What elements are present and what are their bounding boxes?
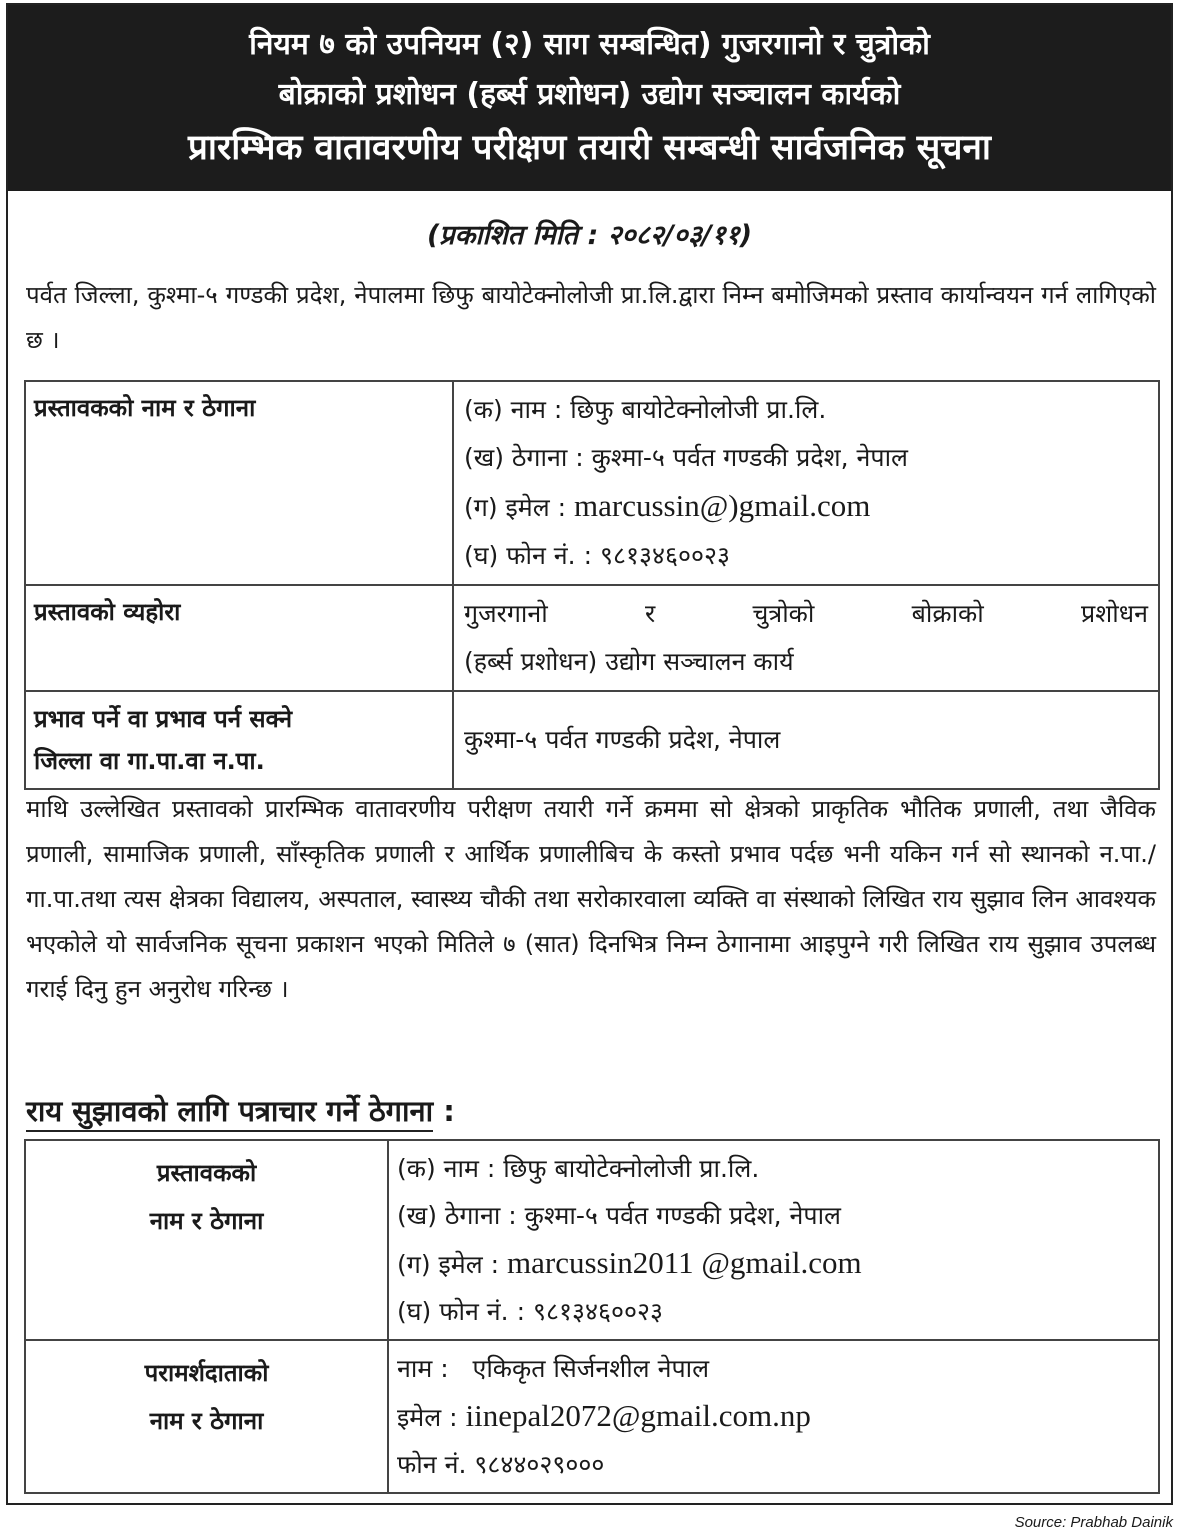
consultant-name: नाम : एकिकृत सिर्जनशील नेपाल [397, 1354, 710, 1383]
subject-value [453, 585, 1159, 691]
label-line: नाम र ठेगाना [149, 1407, 264, 1435]
correspondence-proposer-details [388, 1140, 1159, 1340]
proposer-label: प्रस्तावकको नाम र ठेगाना [25, 381, 453, 585]
subject-line-2: (हर्ब्स प्रशोधन) उद्योग सञ्चालन कार्य [464, 647, 794, 676]
table-row [25, 381, 1159, 585]
table-row [25, 1140, 1159, 1340]
header-line-1: नियम ७ को उपनियम (२) साग सम्बन्धित) गुजरगानो र चुत्रोको [249, 27, 930, 62]
correspondence-address: (ख) ठेगाना : कुश्मा-५ पर्वत गण्डकी प्रदेश, नेपाल [397, 1201, 842, 1230]
subject-word: गुजरगानो [464, 599, 548, 628]
subject-line-1 [464, 590, 1148, 638]
correspondence-title [26, 1091, 455, 1130]
proposer-details [453, 381, 1159, 585]
consultant-email-line [397, 1392, 1150, 1441]
correspondence-name: (क) नाम : छिफु बायोटेक्नोलोजी प्रा.लि. [397, 1154, 760, 1183]
email-prefix: (ग) इमेल : [464, 493, 575, 522]
label-line: नाम र ठेगाना [149, 1207, 264, 1235]
correspondence-title-text: राय सुझावको लागि पत्राचार गर्ने ठेगाना [26, 1094, 433, 1132]
published-date: (प्रकाशित मिति : २०८२/०३/११) [426, 220, 753, 251]
proposer-email: marcussin@)gmail.com [574, 488, 871, 523]
affected-area-label [25, 691, 453, 789]
table-row [25, 1340, 1159, 1493]
label-line: प्रस्तावकको [156, 1159, 257, 1187]
subject-label: प्रस्तावको व्यहोरा [25, 585, 453, 691]
header-line-2: बोक्राको प्रशोधन (हर्ब्स प्रशोधन) उद्योग सञ्चालन कार्यको [278, 77, 901, 112]
correspondence-proposer-label [25, 1140, 388, 1340]
subject-word: चुत्रोको [752, 599, 815, 628]
subject-word: बोक्राको [911, 599, 984, 628]
affected-label-line-2: जिल्ला वा गा.पा.वा न.पा. [34, 747, 265, 775]
intro-paragraph: पर्वत जिल्ला, कुश्मा-५ गण्डकी प्रदेश, नेपालमा छिफु बायोटेक्नोलोजी प्रा.लि.द्वारा निम्न बमोजिमको प्रस्ताव कार्यान्वयन गर्न लागिएको छ । [26, 281, 1156, 354]
table-row [25, 691, 1159, 789]
correspondence-table [24, 1139, 1160, 1494]
header-line-3: प्रारम्भिक वातावरणीय परीक्षण तयारी सम्बन्धी सार्वजनिक सूचना [187, 128, 991, 168]
proposal-table [24, 380, 1160, 790]
table-row [25, 585, 1159, 691]
consultant-phone: फोन नं. ९८४४०२९००० [397, 1450, 605, 1479]
notice-frame [6, 3, 1173, 1505]
correspondence-phone: (घ) फोन नं. : ९८१३४६००२३ [397, 1297, 663, 1326]
correspondence-email: marcussin2011 @gmail.com [507, 1245, 862, 1280]
body-paragraph: माथि उल्लेखित प्रस्तावको प्रारम्भिक वातावरणीय परीक्षण तयारी गर्ने क्रममा सो क्षेत्रको प्राकृतिक भौतिक प्रणाली, तथा जैविक प्रणाली, सामाजिक प्रणाली, साँस्कृतिक प्रणाली र आर्थिक प्रणालीबिच के कस्तो प्रभाव पर्दछ भनी यकिन गर्न सो स्थानको न.पा./गा.पा.तथा त्यस क्षेत्रका विद्यालय, अस्पताल, स्वास्थ्य चौकी तथा सरोकारवाला व्यक्ति वा संस्थाको लिखित राय सुझाव लिन आवश्यक भएकोले यो सार्वजनिक सूचना प्रकाशन भएको मितिले ७ (सात) दिनभित्र निम्न ठेगानामा आइपुग्ने गरी लिखित राय सुझाव उपलब्ध गराई दिनु हुन अनुरोध गरिन्छ । [26, 795, 1156, 1003]
proposer-email-line [464, 482, 1148, 532]
label-line: परामर्शदाताको [144, 1359, 269, 1387]
consultant-details [388, 1340, 1159, 1493]
source-credit: Source: Prabhab Dainik [1014, 1514, 1173, 1531]
affected-area-value: कुश्मा-५ पर्वत गण्डकी प्रदेश, नेपाल [453, 691, 1159, 789]
proposer-phone: (घ) फोन नं. : ९८१३४६००२३ [464, 541, 730, 570]
subject-word: प्रशोधन [1081, 599, 1148, 628]
consultant-label [25, 1340, 388, 1493]
email-prefix: इमेल : [397, 1403, 466, 1432]
correspondence-email-line [397, 1239, 1150, 1288]
proposer-address: (ख) ठेगाना : कुश्मा-५ पर्वत गण्डकी प्रदेश, नेपाल [464, 443, 909, 472]
subject-word: र [645, 599, 656, 628]
consultant-email: iinepal2072@gmail.com.np [465, 1398, 811, 1433]
proposer-name: (क) नाम : छिफु बायोटेक्नोलोजी प्रा.लि. [464, 395, 827, 424]
affected-label-line-1: प्रभाव पर्ने वा प्रभाव पर्न सक्ने [34, 705, 293, 733]
email-prefix: (ग) इमेल : [397, 1250, 508, 1279]
correspondence-title-colon: : [433, 1094, 455, 1128]
notice-header [8, 5, 1171, 191]
